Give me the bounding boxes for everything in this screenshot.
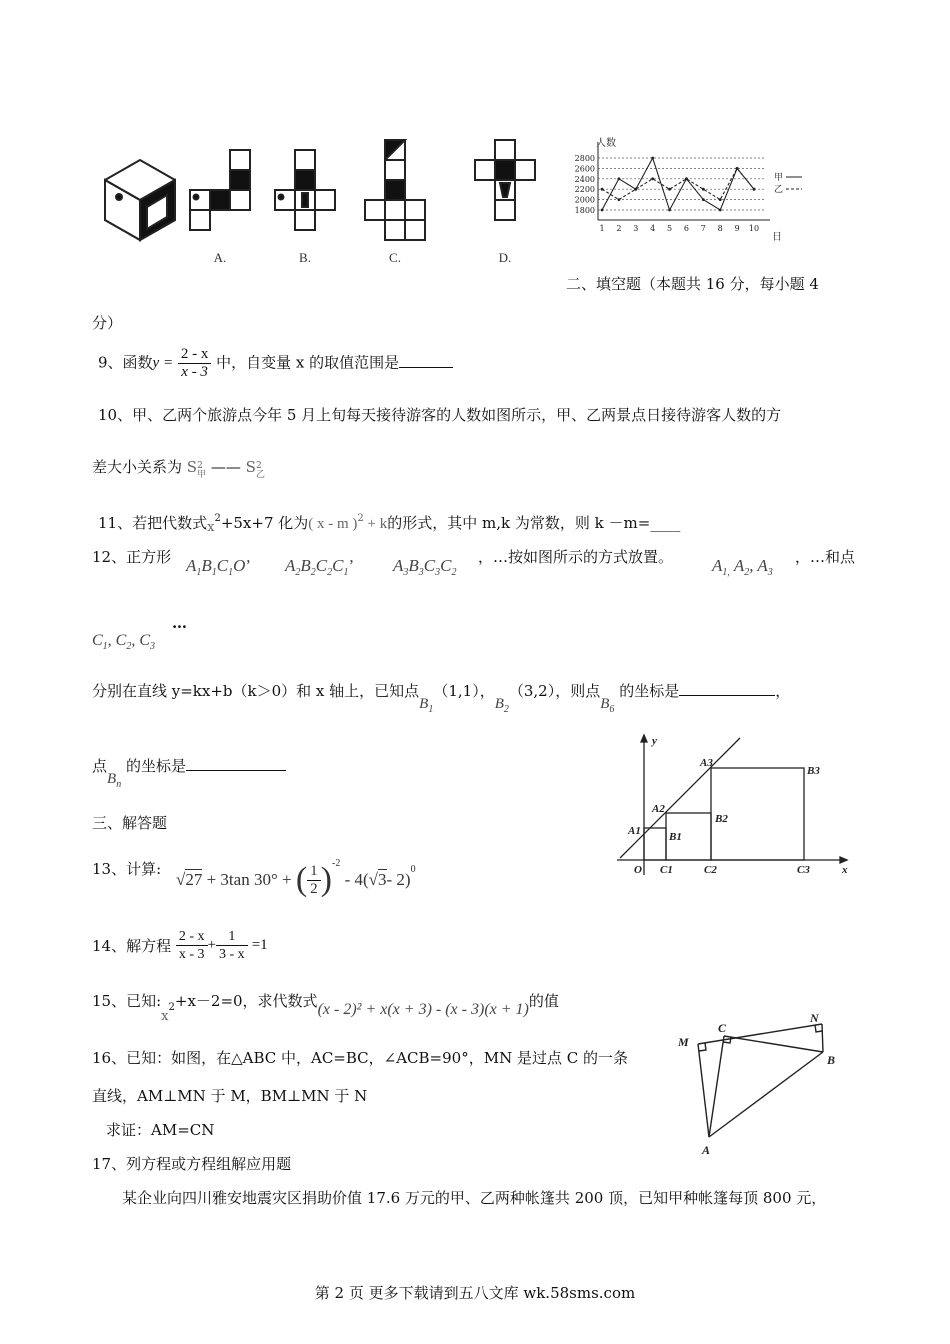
chart-x-tick-9: 9 (734, 224, 740, 233)
question-16-line3: 求证：AM=CN (106, 1121, 215, 1139)
option-b-label: B. (299, 250, 311, 265)
chart-x-label: 日 (772, 232, 782, 243)
chart-x-tick-8: 8 (717, 224, 723, 233)
chart-x-tick-3: 3 (633, 224, 639, 233)
chart-point-jia-5 (668, 209, 671, 212)
chart-y-tick-2600: 2600 (574, 164, 595, 174)
question-12: 12、正方形 (92, 548, 172, 566)
chart-x-tick-1: 1 (599, 224, 605, 233)
chart-point-yi-8 (719, 198, 722, 201)
q9-y: y = (152, 355, 174, 371)
svg-text:y: y (652, 735, 657, 747)
chart-point-yi-2 (617, 198, 620, 201)
option-c-label: C. (389, 250, 401, 265)
chart-point-yi-3 (634, 188, 637, 191)
q12-placement-text: ，…按如图所示的方式放置。 (478, 548, 674, 566)
chart-x-tick-7: 7 (700, 224, 706, 233)
chart-point-yi-1 (601, 188, 604, 191)
chart-x-tick-10: 10 (748, 224, 760, 233)
chart-point-yi-9 (736, 167, 739, 170)
chart-y-tick-2800: 2800 (574, 154, 595, 163)
question-16-line1: 16、已知：如图，在△ABC 中，AC=BC，∠ACB=90°，MN 是过点 C 的一条 (92, 1049, 628, 1067)
section-2-title: 二、填空题（本题共 16 分，每小题 4 (566, 275, 819, 293)
svg-text:C1: C1 (660, 864, 673, 876)
visitor-line-chart (562, 132, 812, 247)
cube-net-figure (95, 135, 565, 275)
q9-fraction: $\frac{2 - x}{x - 3}$ (178, 346, 212, 381)
chart-x-tick-5: 5 (667, 224, 673, 233)
points-a: $A_{1,}$ $A_2$, $A_3$ (712, 556, 773, 578)
square-3-name: $A_3B_3C_3C_2$ (393, 556, 457, 578)
svg-text:A3: A3 (700, 757, 713, 769)
question-10-cont: 差大小关系为 S 2 甲 —— S 2 乙 (92, 458, 265, 480)
net-option-c (365, 140, 425, 240)
chart-series-jia (602, 158, 754, 210)
svg-text:C3: C3 (797, 864, 810, 876)
q12-ellipsis: … (172, 614, 187, 632)
chart-legend (774, 172, 802, 195)
chart-y-tick-2200: 2200 (574, 185, 595, 195)
q12-bn-blank[interactable] (186, 770, 286, 771)
chart-point-yi-10 (753, 188, 756, 191)
s-yi-variance: S 2 乙 (245, 458, 265, 480)
option-a-label: A. (213, 250, 227, 265)
svg-text:A: A (702, 1143, 711, 1157)
chart-point-yi-6 (685, 177, 688, 180)
chart-x-tick-6: 6 (683, 224, 689, 233)
section-2-title-cont: 分） (92, 314, 123, 332)
svg-text:B3: B3 (807, 765, 820, 777)
chart-point-jia-8 (719, 209, 722, 212)
squares-figure (612, 730, 862, 880)
svg-text:A1: A1 (628, 825, 641, 837)
chart-point-jia-2 (617, 177, 620, 180)
question-16-line2: 直线，AM⊥MN 于 M，BM⊥MN 于 N (92, 1087, 368, 1105)
question-9 (98, 346, 453, 381)
svg-text:C: C (718, 1021, 727, 1035)
svg-text:B: B (827, 1053, 836, 1067)
legend-yi: 乙 (774, 185, 784, 195)
chart-point-jia-7 (702, 198, 705, 201)
question-17-text: 某企业向四川雅安地震灾区捐助价值 17.6 万元的甲、乙两种帐篷共 200 顶，已知甲种帐篷每顶 800 元， (122, 1189, 827, 1207)
question-15: 15、已知$:x_2+x-2=0$，求代数式(x - 2)² + x(x + 3) - (x - 3)(x + 1)的值 (92, 992, 559, 1024)
svg-text:B2: B2 (715, 813, 728, 825)
s-jia-variance: S 2 甲 (186, 458, 207, 480)
svg-text:C2: C2 (704, 864, 717, 876)
question-14: 14、解方程 $\frac{2 - x}{x - 3}$ + $\frac{1}{3 - x}$ =1 (92, 929, 268, 962)
points-c: $C_1$, $C_2$, $C_3$ (92, 632, 156, 652)
page-footer: 第 2 页 更多下载请到五八文库 wk.58sms.com (314, 1284, 636, 1302)
question-10: 10、甲、乙两个旅游点今年 5 月上旬每天接待游客的人数如图所示，甲、乙两景点日接待游客人数的方 (98, 406, 782, 424)
chart-title: 人数 (596, 138, 616, 149)
q11-answer-blank[interactable]: ____ (650, 514, 681, 532)
square-2-name: $A_2B_2C_2C_1$’ (285, 556, 355, 578)
svg-text:N: N (810, 1012, 819, 1025)
svg-text:M: M (678, 1035, 689, 1049)
question-12-line3: 点$B_n$ 的坐标是 (92, 755, 286, 790)
svg-text:O: O (634, 864, 642, 876)
svg-text:B1: B1 (669, 831, 682, 843)
chart-y-tick-2400: 2400 (574, 174, 595, 184)
q12-and: ，…和点 (795, 548, 856, 566)
chart-x-tick-2: 2 (616, 224, 622, 233)
chart-point-jia-4 (651, 157, 654, 160)
chart-y-tick-1800: 1800 (574, 206, 595, 215)
question-11: 11、若把代数式$x^2+5x+7$ 化为( x - m )$^2$ + k的形式，其中 m,k 为常数，则 k －m=____ (98, 513, 681, 535)
q9-text: 中，自变量 x 的取值范围是 (216, 353, 400, 372)
net-option-d (475, 140, 535, 220)
chart-x-tick-4: 4 (650, 224, 656, 233)
q13-expression: √27 + 3tan 30° + ( $\frac{1}{2}$ )$^{-2}$ - 4(√3- 2)$^0$ (176, 858, 416, 899)
chart-y-tick-2000: 2000 (574, 195, 595, 205)
net-option-a (190, 150, 250, 230)
cube-drawing (105, 160, 175, 240)
q9-answer-blank[interactable] (399, 367, 453, 368)
q9-label: 9、函数 (98, 353, 153, 372)
triangle-figure (672, 1012, 852, 1162)
svg-text:A2: A2 (652, 803, 665, 815)
question-17-title: 17、列方程或方程组解应用题 (92, 1155, 292, 1173)
section-3-title: 三、解答题 (92, 814, 168, 832)
svg-text:x: x (842, 864, 848, 876)
square-1-name: $A_1B_1C_1O$’ (186, 556, 252, 578)
chart-point-jia-1 (601, 209, 604, 212)
option-d-label: D. (498, 250, 512, 265)
net-option-b (275, 150, 335, 230)
q12-b6-blank[interactable] (679, 695, 775, 696)
chart-point-yi-4 (651, 177, 654, 180)
chart-point-yi-7 (702, 188, 705, 191)
variance-blank: —— (210, 458, 241, 476)
question-13: 13、计算: (92, 860, 162, 878)
question-12-line2: 分别在直线 y=kx+b（k＞0）和 x 轴上，已知点$B_1(1,1)$，$B_2(3,2)$，则点$B_6$ 的坐标是 ， (92, 682, 791, 715)
legend-jia: 甲 (774, 173, 784, 183)
chart-point-yi-5 (668, 188, 671, 191)
